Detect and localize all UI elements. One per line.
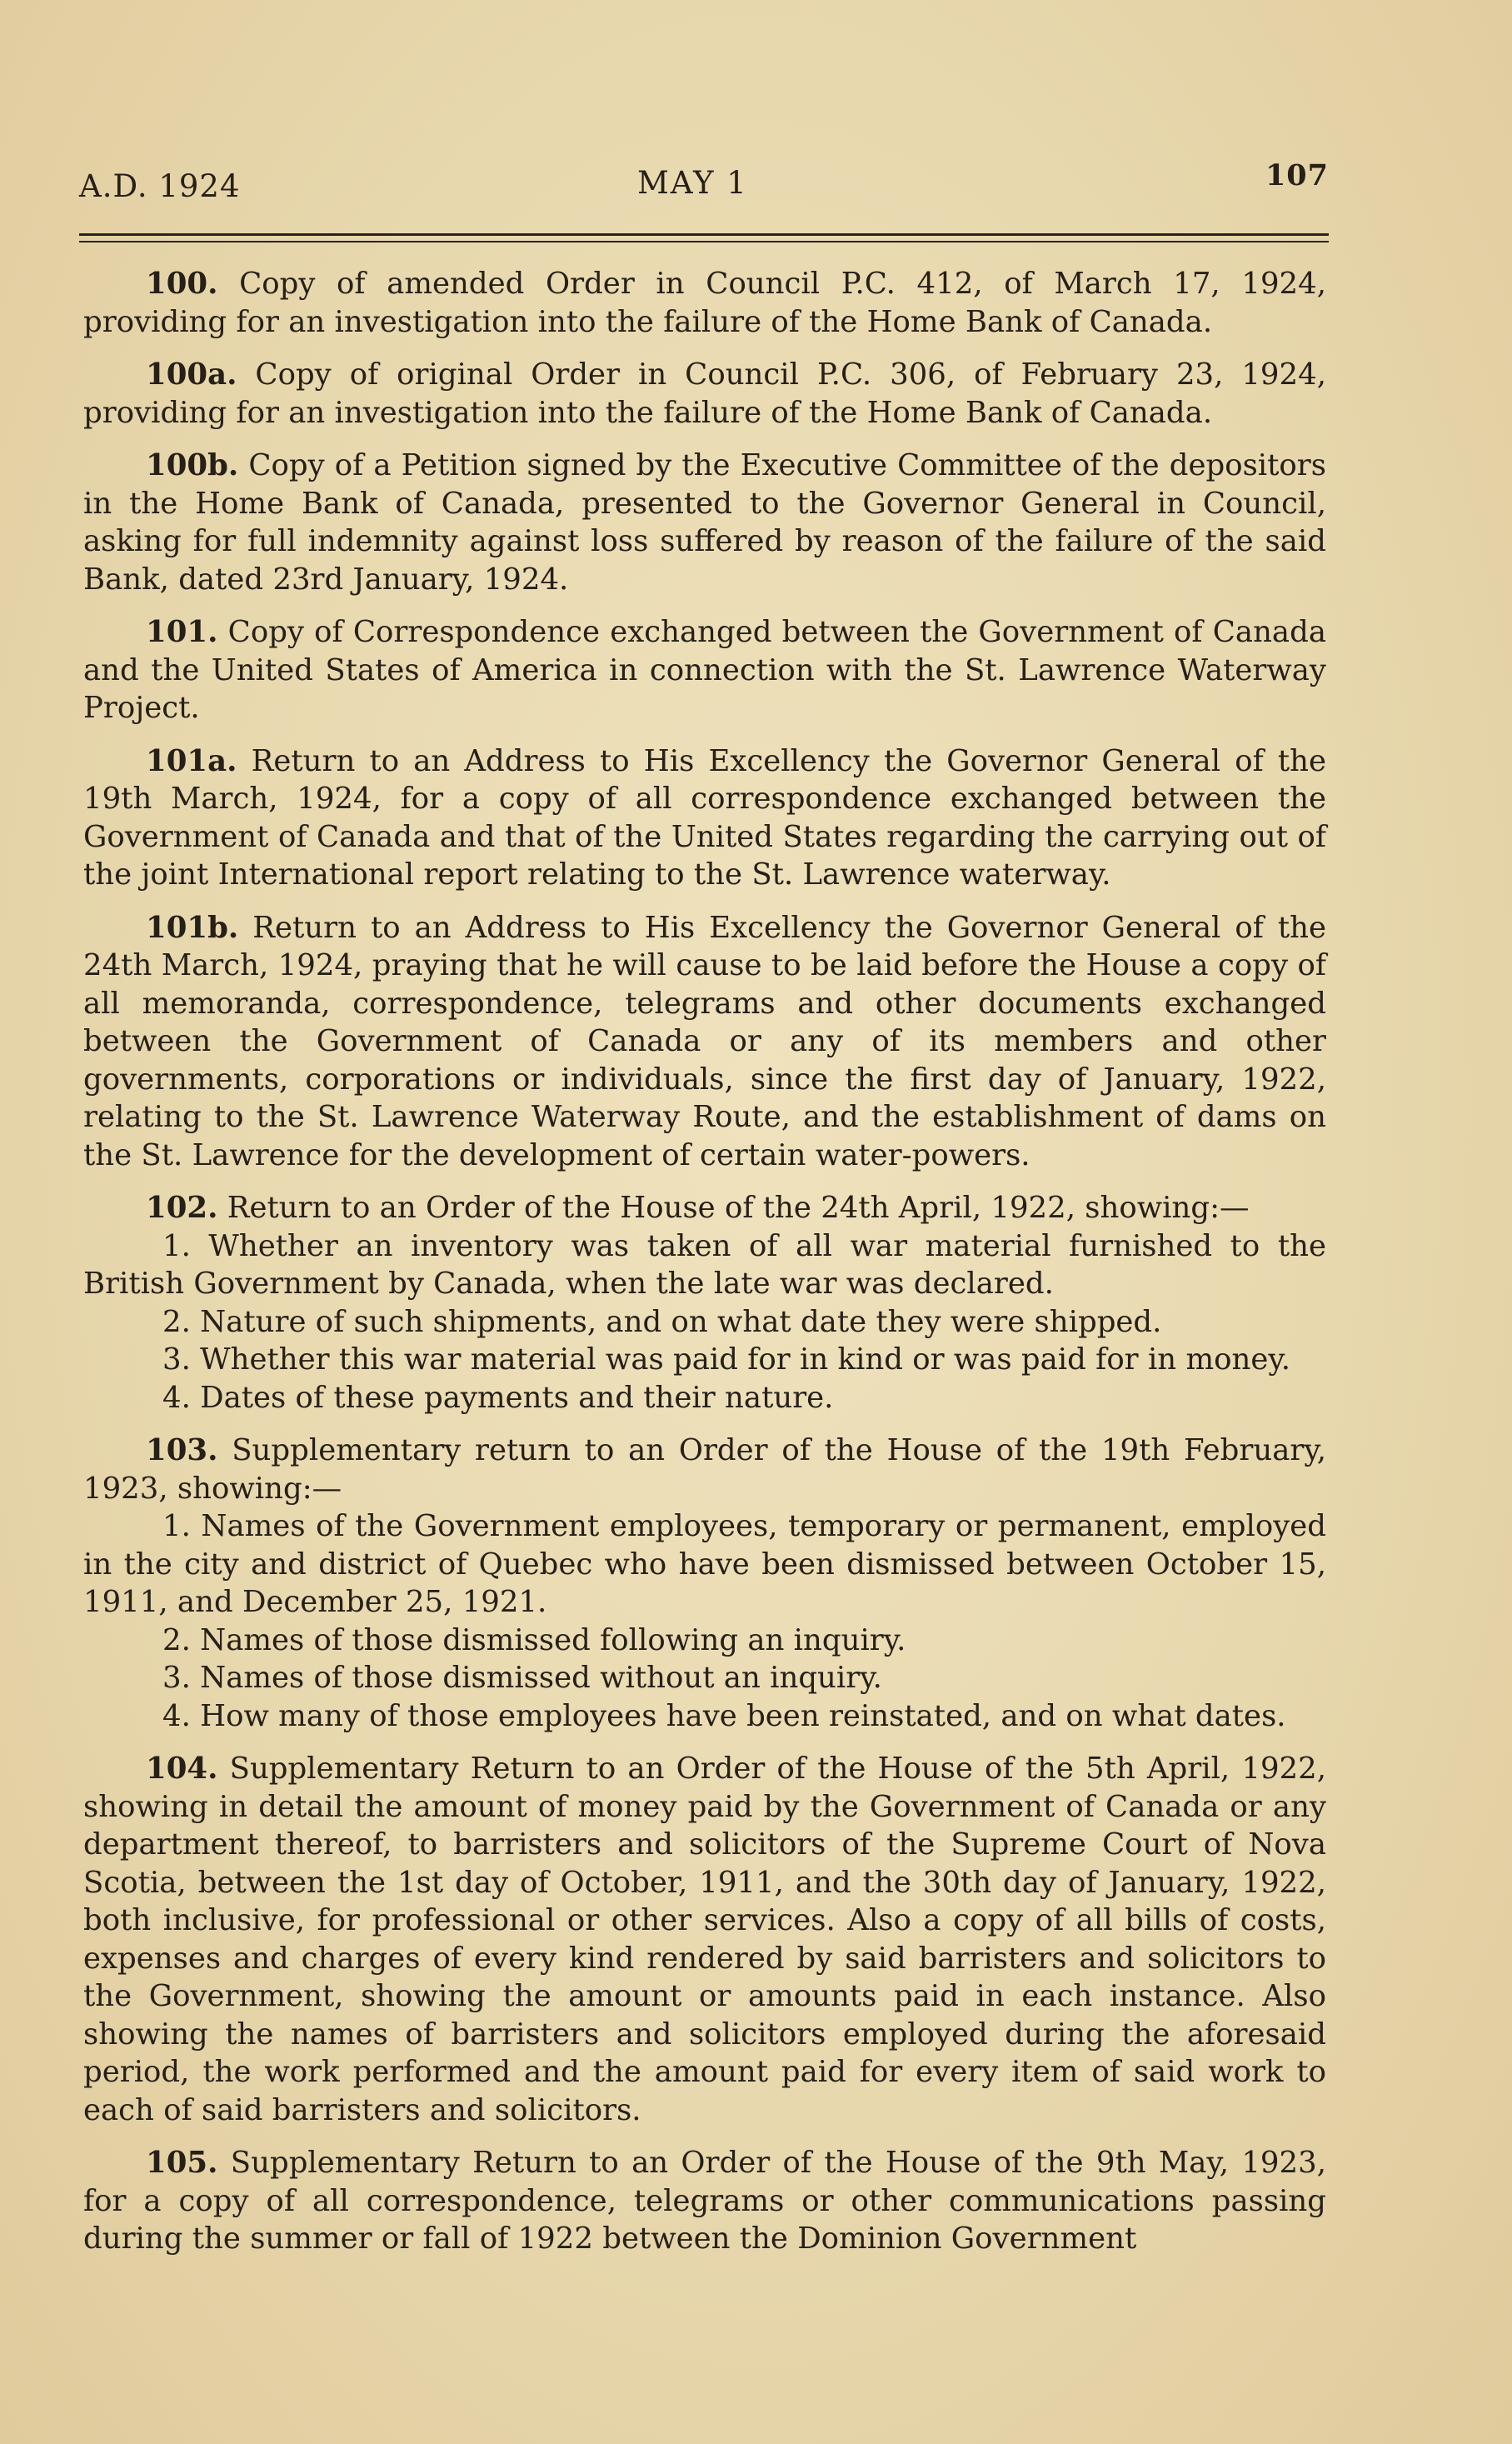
entry-number: 104. — [146, 1752, 218, 1786]
header-year: A.D. 1924 — [79, 168, 241, 204]
entry-number: 103. — [146, 1433, 218, 1467]
entry-number: 100a. — [146, 357, 237, 392]
entry-105 — [83, 2144, 1326, 2258]
entry-100 — [83, 265, 1326, 341]
entry-subitem: 2. Nature of such shipments, and on what date they were shipped. — [162, 1304, 1162, 1339]
entry-100b — [83, 447, 1326, 598]
page-number: 107 — [1265, 158, 1329, 192]
entry-text: Supplementary Return to an Order of the House of the 5th April, 1922, showing in detail the amount of money paid by the Government of Canada or any department thereof, to barristers and solicitors of the Supreme Court of Nova Scotia, between the 1st day of October, 1911, and the 30th day of January, 1922, both inclusive, for professional or other services. Also a copy of all bills of costs, expenses and charges of every kind rendered by said barristers and solicitors to the Government, showing the amount or amounts paid in each instance. Also showing the names of barristers and solicitors employed during the aforesaid period, the work performed and the amount paid for every item of said work to each of said barristers and solicitors. — [83, 1752, 1326, 2127]
entry-subitem: 1. Names of the Government employees, temporary or permanent, employed in the city and district of Quebec who have been dismissed between October 15, 1911, and December 25, 1921. — [83, 1509, 1326, 1619]
entry-text: Return to an Address to His Excellency the Governor General of the 19th March, 1924, for a copy of all correspondence exchanged between the Government of Canada and that of the United States regarding the carrying out of the joint International report relating to the St. Lawrence waterway. — [83, 743, 1326, 892]
entry-subitem: 4. Dates of these payments and their nature. — [162, 1380, 834, 1415]
entry-text: Supplementary return to an Order of the House of the 19th February, 1923, showing:— — [83, 1433, 1326, 1506]
entry-100a — [83, 356, 1326, 432]
entry-101b — [83, 909, 1326, 1175]
entry-number: 100. — [146, 267, 218, 301]
entries-list — [83, 265, 1326, 2273]
entry-103 — [83, 1432, 1326, 1735]
entry-subitem: 3. Names of those dismissed without an inquiry. — [162, 1661, 882, 1695]
entry-subitem: 3. Whether this war material was paid for in kind or was paid for in money. — [162, 1342, 1290, 1377]
entry-text: Copy of a Petition signed by the Executive Committee of the depositors in the Home Bank of Canada, presented to the Governor General in Council, asking for full indemnity against loss suffered by reason of the failure of the said Bank, dated 23rd January, 1924. — [83, 448, 1326, 597]
entry-subitem: 2. Names of those dismissed following an inquiry. — [162, 1622, 906, 1657]
entry-text: Return to an Order of the House of the 24th April, 1922, showing:— — [227, 1191, 1250, 1225]
entry-text: Supplementary Return to an Order of the House of the 9th May, 1923, for a copy of all correspondence, telegrams or other communications passing during the summer or fall of 1922 between the Dominion Government — [83, 2146, 1326, 2256]
entry-subitem: 1. Whether an inventory was taken of all war material furnished to the British Government by Canada, when the late war was declared. — [83, 1228, 1326, 1301]
entry-subitem: 4. How many of those employees have been reinstated, and on what dates. — [162, 1698, 1286, 1733]
entry-text: Copy of original Order in Council P.C. 306, of February 23, 1924, providing for an investigation into the failure of the Home Bank of Canada. — [83, 357, 1326, 430]
entry-102 — [83, 1189, 1326, 1417]
entry-number: 101a. — [146, 743, 237, 778]
entry-text: Return to an Address to His Excellency the Governor General of the 24th March, 1924, praying that he will cause to be laid before the House a copy of all memoranda, correspondence, telegrams and other documents exchanged between the Government of Canada or any of its members and other governments, corporations or individuals, since the first day of January, 1922, relating to the St. Lawrence Waterway Route, and the establishment of dams on the St. Lawrence for the development of certain water-powers. — [83, 910, 1327, 1172]
entry-number: 100b. — [146, 448, 239, 482]
header-rule-second — [79, 241, 1329, 242]
header-rule — [79, 233, 1329, 236]
entry-number: 101b. — [146, 910, 239, 945]
entry-text: Copy of amended Order in Council P.C. 412, of March 17, 1924, providing for an investigation into the failure of the Home Bank of Canada. — [83, 267, 1326, 339]
entry-text: Copy of Correspondence exchanged between the Government of Canada and the United States of America in connection with the St. Lawrence Waterway Project. — [83, 615, 1326, 725]
entry-number: 101. — [146, 615, 218, 649]
entry-101a — [83, 742, 1326, 894]
entry-number: 102. — [146, 1191, 218, 1225]
page-header — [79, 158, 1329, 217]
entry-101 — [83, 613, 1326, 727]
entry-104 — [83, 1750, 1326, 2129]
header-date: MAY 1 — [637, 165, 748, 201]
entry-number: 105. — [146, 2146, 218, 2180]
